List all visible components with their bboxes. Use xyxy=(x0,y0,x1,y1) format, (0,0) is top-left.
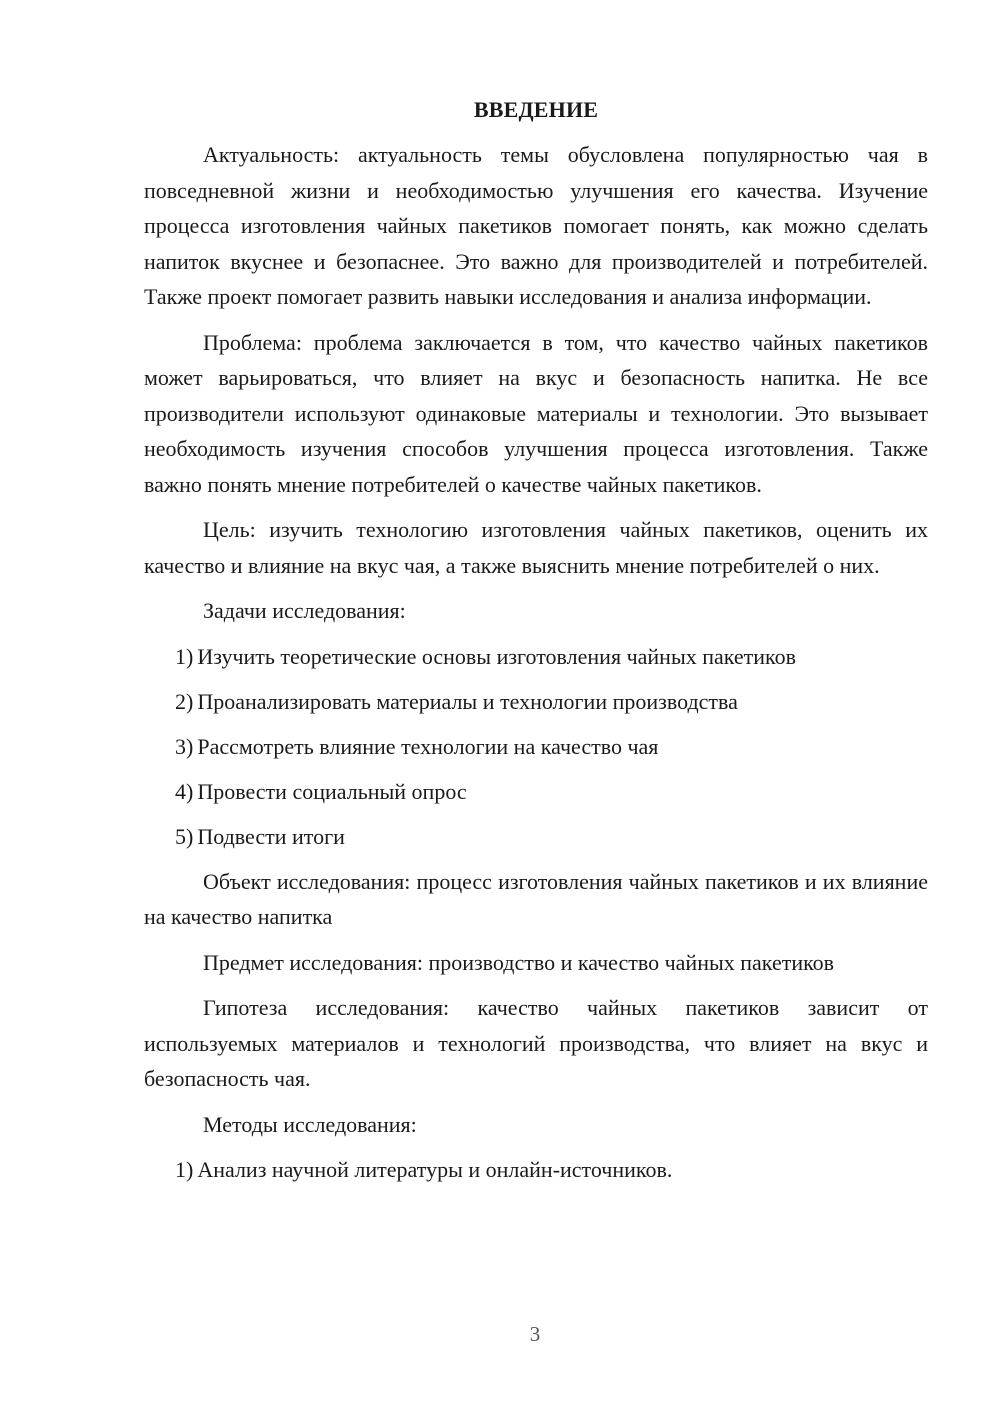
section-title: ВВЕДЕНИЕ xyxy=(473,97,599,122)
list-item xyxy=(144,774,928,810)
subject-paragraph: Предмет исследования: производство и качество чайных пакетиков xyxy=(203,949,835,975)
problem-paragraph: Проблема: проблема заключается в том, что качество чайных пакетиков может варьироваться, что влияет на вкус и безопасность напитка. Не все производители используют одинаковые материалы и технологии. Это вызывает необходимость изучения способов улучшения процесса изготовления. Также важно понять мнение потребителей о качестве чайных пакетиков. xyxy=(144,329,928,497)
list-item xyxy=(144,639,928,675)
list-item-text: Подвести итоги xyxy=(197,823,345,849)
list-item xyxy=(144,819,928,855)
page-number: 3 xyxy=(529,1322,541,1346)
object-paragraph: Объект исследования: процесс изготовления чайных пакетиков и их влияние на качество напитка xyxy=(144,868,928,929)
page-content xyxy=(144,92,928,1197)
list-item xyxy=(144,684,928,720)
list-item-text: Провести социальный опрос xyxy=(197,778,467,804)
list-item-number: 3) xyxy=(175,733,194,759)
list-item-text: Проанализировать материалы и технологии производства xyxy=(197,688,738,714)
list-item-number: 4) xyxy=(175,778,194,804)
list-item-text: Изучить теоретические основы изготовления чайных пакетиков xyxy=(197,643,797,669)
methods-list xyxy=(144,1152,928,1188)
list-item-number: 1) xyxy=(175,643,194,669)
list-item-number: 5) xyxy=(175,823,194,849)
list-item-text: Анализ научной литературы и онлайн-источников. xyxy=(197,1157,673,1182)
tasks-list xyxy=(144,639,928,855)
list-item-text: Рассмотреть влияние технологии на качество чая xyxy=(197,733,659,759)
methods-heading: Методы исследования: xyxy=(203,1111,417,1137)
list-item xyxy=(144,729,928,765)
list-item-number: 1) xyxy=(175,1157,194,1182)
hypothesis-paragraph: Гипотеза исследования: качество чайных пакетиков зависит от используемых материалов и технологий производства, что влияет на вкус и безопасность чая. xyxy=(144,995,928,1091)
goal-paragraph: Цель: изучить технологию изготовления чайных пакетиков, оценить их качество и влияние на вкус чая, а также выяснить мнение потребителей о них. xyxy=(144,517,928,578)
list-item-number: 2) xyxy=(175,688,194,714)
list-item xyxy=(144,1152,928,1188)
tasks-heading: Задачи исследования: xyxy=(203,598,406,623)
relevance-paragraph: Актуальность: актуальность темы обусловлена популярностью чая в повседневной жизни и необходимостью улучшения его качества. Изучение процесса изготовления чайных пакетиков помогает понять, как можно сделать напиток вкуснее и безопаснее. Это важно для производителей и потребителей. Также проект помогает развить навыки исследования и анализа информации. xyxy=(144,142,928,309)
